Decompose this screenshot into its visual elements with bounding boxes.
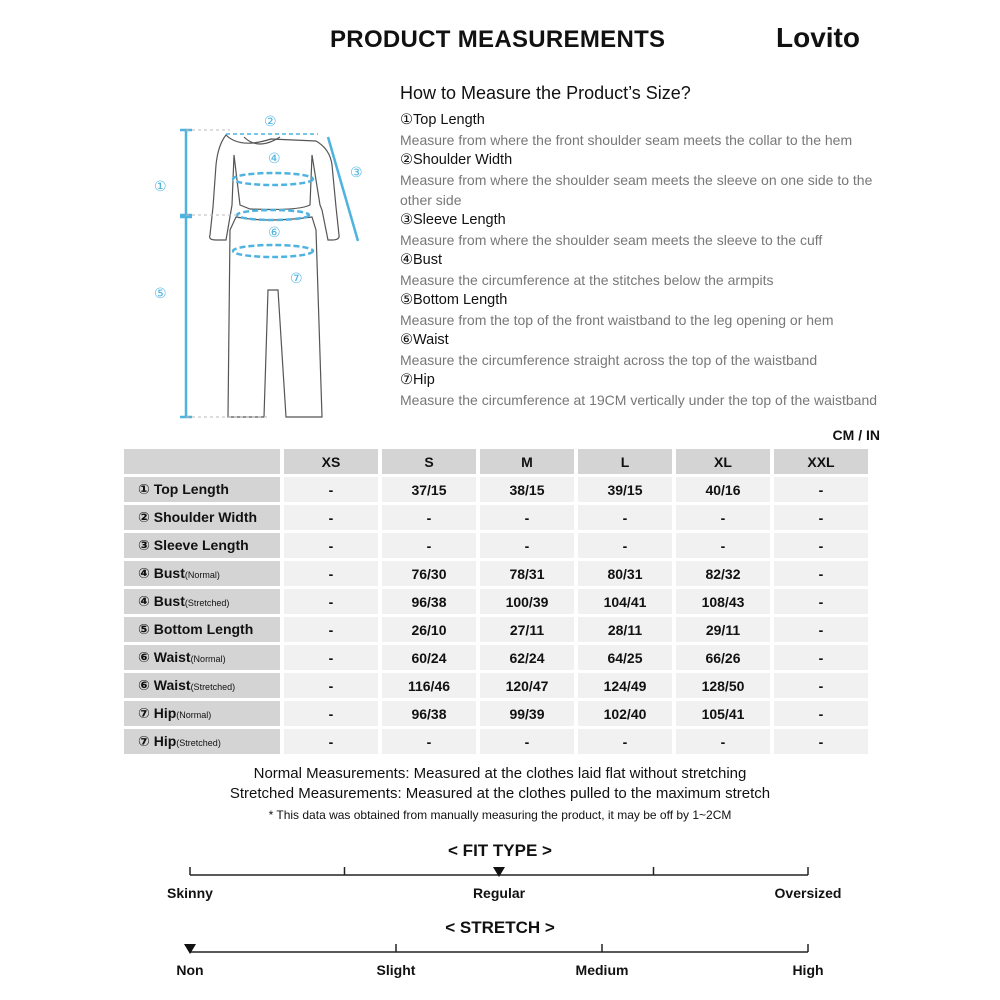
table-cell: 37/15 bbox=[382, 477, 476, 502]
table-cell: 82/32 bbox=[676, 561, 770, 586]
instruction-title: ④Bust bbox=[400, 252, 443, 268]
instruction-title: ⑦Hip bbox=[400, 372, 435, 388]
table-cell: 80/31 bbox=[578, 561, 672, 586]
size-header-l: L bbox=[578, 449, 672, 474]
table-cell: - bbox=[578, 505, 672, 530]
table-cell: - bbox=[382, 505, 476, 530]
garment-illustration bbox=[140, 105, 380, 430]
fit-type-scale bbox=[120, 841, 880, 903]
row-label: ⑥ Waist(Stretched) bbox=[124, 673, 280, 698]
measurement-notes bbox=[0, 764, 1000, 826]
table-cell: - bbox=[480, 505, 574, 530]
instruction-desc: Measure from where the shoulder seam meets the sleeve on one side to the other side bbox=[400, 172, 873, 208]
table-cell: - bbox=[774, 505, 868, 530]
table-row bbox=[124, 533, 868, 558]
size-table bbox=[120, 446, 872, 757]
stretch-bar bbox=[120, 938, 880, 960]
row-label: ① Top Length bbox=[124, 477, 280, 502]
table-cell: 104/41 bbox=[578, 589, 672, 614]
instruction-desc: Measure from the top of the front waistband to the leg opening or hem bbox=[400, 312, 834, 328]
marker-3: ③ bbox=[350, 165, 363, 181]
table-row bbox=[124, 477, 868, 502]
instruction-item bbox=[400, 250, 880, 290]
row-label: ④ Bust(Normal) bbox=[124, 561, 280, 586]
instruction-desc: Measure the circumference at 19CM vertically under the top of the waistband bbox=[400, 392, 878, 408]
table-cell: 100/39 bbox=[480, 589, 574, 614]
table-cell: - bbox=[284, 561, 378, 586]
scale-label-medium: Medium bbox=[575, 962, 629, 978]
table-cell: - bbox=[774, 533, 868, 558]
table-cell: - bbox=[676, 533, 770, 558]
scale-label-non: Non bbox=[176, 962, 204, 978]
table-row bbox=[124, 617, 868, 642]
stretch-heading: < STRETCH > bbox=[445, 918, 555, 937]
table-row bbox=[124, 701, 868, 726]
table-cell: 99/39 bbox=[480, 701, 574, 726]
instruction-desc: Measure the circumference straight across the top of the waistband bbox=[400, 352, 818, 368]
table-row bbox=[124, 589, 868, 614]
instruction-item bbox=[400, 150, 880, 210]
table-cell: 128/50 bbox=[676, 673, 770, 698]
table-cell: - bbox=[284, 617, 378, 642]
table-cell: 120/47 bbox=[480, 673, 574, 698]
table-cell: - bbox=[774, 561, 868, 586]
row-label: ③ Sleeve Length bbox=[124, 533, 280, 558]
instruction-item bbox=[400, 370, 880, 410]
table-cell: - bbox=[676, 729, 770, 754]
table-cell: - bbox=[578, 533, 672, 558]
normal-note: Normal Measurements: Measured at the clothes laid flat without stretching bbox=[253, 765, 747, 782]
stretch-scale bbox=[120, 918, 880, 980]
table-row bbox=[124, 645, 868, 670]
row-label: ⑥ Waist(Normal) bbox=[124, 645, 280, 670]
row-label-qualifier: (Stretched) bbox=[190, 682, 236, 692]
row-label-qualifier: (Normal) bbox=[176, 710, 212, 720]
table-cell: - bbox=[284, 701, 378, 726]
table-row bbox=[124, 505, 868, 530]
row-label-qualifier: (Normal) bbox=[190, 654, 226, 664]
table-cell: 76/30 bbox=[382, 561, 476, 586]
table-cell: - bbox=[774, 617, 868, 642]
table-cell: - bbox=[774, 673, 868, 698]
instruction-item bbox=[400, 290, 880, 330]
fit-type-labels bbox=[120, 883, 880, 903]
table-cell: 28/11 bbox=[578, 617, 672, 642]
table-cell: - bbox=[774, 477, 868, 502]
table-cell: - bbox=[284, 645, 378, 670]
table-cell: 62/24 bbox=[480, 645, 574, 670]
table-cell: - bbox=[480, 533, 574, 558]
table-cell: 102/40 bbox=[578, 701, 672, 726]
instruction-item bbox=[400, 330, 880, 370]
table-row bbox=[124, 729, 868, 754]
instruction-title: ⑤Bottom Length bbox=[400, 292, 508, 308]
brand-logo: Lovito bbox=[776, 22, 860, 53]
table-cell: - bbox=[284, 673, 378, 698]
table-cell: 96/38 bbox=[382, 589, 476, 614]
table-cell: - bbox=[774, 701, 868, 726]
row-label: ④ Bust(Stretched) bbox=[124, 589, 280, 614]
row-label: ⑦ Hip(Normal) bbox=[124, 701, 280, 726]
table-cell: 105/41 bbox=[676, 701, 770, 726]
unit-label: CM / IN bbox=[832, 427, 880, 443]
scale-label-slight: Slight bbox=[376, 962, 416, 978]
row-label: ② Shoulder Width bbox=[124, 505, 280, 530]
table-cell: - bbox=[774, 729, 868, 754]
instruction-item bbox=[400, 110, 880, 150]
scale-label-regular: Regular bbox=[472, 885, 526, 901]
marker-7: ⑦ bbox=[290, 271, 303, 287]
row-label-qualifier: (Stretched) bbox=[176, 738, 221, 748]
instruction-title: ②Shoulder Width bbox=[400, 152, 513, 168]
marker-5: ⑤ bbox=[154, 286, 167, 302]
table-cell: 39/15 bbox=[578, 477, 672, 502]
measure-instructions bbox=[400, 83, 880, 410]
table-cell: - bbox=[480, 729, 574, 754]
table-cell: 26/10 bbox=[382, 617, 476, 642]
instruction-desc: Measure from where the shoulder seam meets the sleeve to the cuff bbox=[400, 232, 823, 248]
table-cell: 64/25 bbox=[578, 645, 672, 670]
table-cell: - bbox=[284, 589, 378, 614]
stretched-note: Stretched Measurements: Measured at the clothes pulled to the maximum stretch bbox=[229, 785, 771, 802]
size-header-xl: XL bbox=[676, 449, 770, 474]
size-header-m: M bbox=[480, 449, 574, 474]
page-title: PRODUCT MEASUREMENTS bbox=[330, 26, 666, 53]
instruction-desc: Measure from where the front shoulder seam meets the collar to the hem bbox=[400, 132, 853, 148]
table-row bbox=[124, 561, 868, 586]
table-cell: 78/31 bbox=[480, 561, 574, 586]
table-cell: 108/43 bbox=[676, 589, 770, 614]
scale-label-oversized: Oversized bbox=[774, 885, 842, 901]
table-cell: - bbox=[284, 729, 378, 754]
marker-4: ④ bbox=[268, 151, 281, 167]
table-cell: 124/49 bbox=[578, 673, 672, 698]
row-label: ⑦ Hip(Stretched) bbox=[124, 729, 280, 754]
table-cell: - bbox=[284, 533, 378, 558]
table-cell: - bbox=[676, 505, 770, 530]
marker-1: ① bbox=[154, 179, 167, 195]
size-header-xs: XS bbox=[284, 449, 378, 474]
table-cell: - bbox=[382, 533, 476, 558]
scale-label-high: High bbox=[792, 962, 824, 978]
table-cell: 66/26 bbox=[676, 645, 770, 670]
table-cell: - bbox=[774, 645, 868, 670]
table-row bbox=[124, 673, 868, 698]
table-cell: - bbox=[774, 589, 868, 614]
disclaimer-note: * This data was obtained from manually measuring the product, it may be off by 1~2CM bbox=[268, 808, 732, 822]
marker-2: ② bbox=[264, 114, 277, 130]
table-cell: - bbox=[284, 505, 378, 530]
garment-diagram bbox=[140, 105, 380, 430]
table-cell: - bbox=[382, 729, 476, 754]
table-cell: 27/11 bbox=[480, 617, 574, 642]
stretch-labels bbox=[120, 960, 880, 980]
instruction-desc: Measure the circumference at the stitches below the armpits bbox=[400, 272, 774, 288]
instruction-item bbox=[400, 210, 880, 250]
table-cell: - bbox=[284, 477, 378, 502]
table-corner bbox=[124, 449, 280, 474]
instruction-title: ①Top Length bbox=[400, 112, 485, 128]
row-label-qualifier: (Normal) bbox=[184, 570, 220, 580]
table-cell: 29/11 bbox=[676, 617, 770, 642]
table-cell: 38/15 bbox=[480, 477, 574, 502]
instructions-heading: How to Measure the Product’s Size? bbox=[400, 83, 691, 103]
table-cell: 40/16 bbox=[676, 477, 770, 502]
instruction-title: ③Sleeve Length bbox=[400, 212, 506, 228]
scale-label-skinny: Skinny bbox=[167, 885, 213, 901]
row-label-qualifier: (Stretched) bbox=[184, 598, 230, 608]
size-header-s: S bbox=[382, 449, 476, 474]
size-header-xxl: XXL bbox=[774, 449, 868, 474]
fit-type-bar bbox=[120, 861, 880, 883]
size-header-row bbox=[124, 449, 868, 474]
row-label: ⑤ Bottom Length bbox=[124, 617, 280, 642]
fit-type-heading: < FIT TYPE > bbox=[448, 841, 552, 860]
table-cell: - bbox=[578, 729, 672, 754]
marker-6: ⑥ bbox=[268, 225, 281, 241]
instruction-title: ⑥Waist bbox=[400, 332, 449, 348]
table-cell: 60/24 bbox=[382, 645, 476, 670]
table-cell: 96/38 bbox=[382, 701, 476, 726]
table-cell: 116/46 bbox=[382, 673, 476, 698]
